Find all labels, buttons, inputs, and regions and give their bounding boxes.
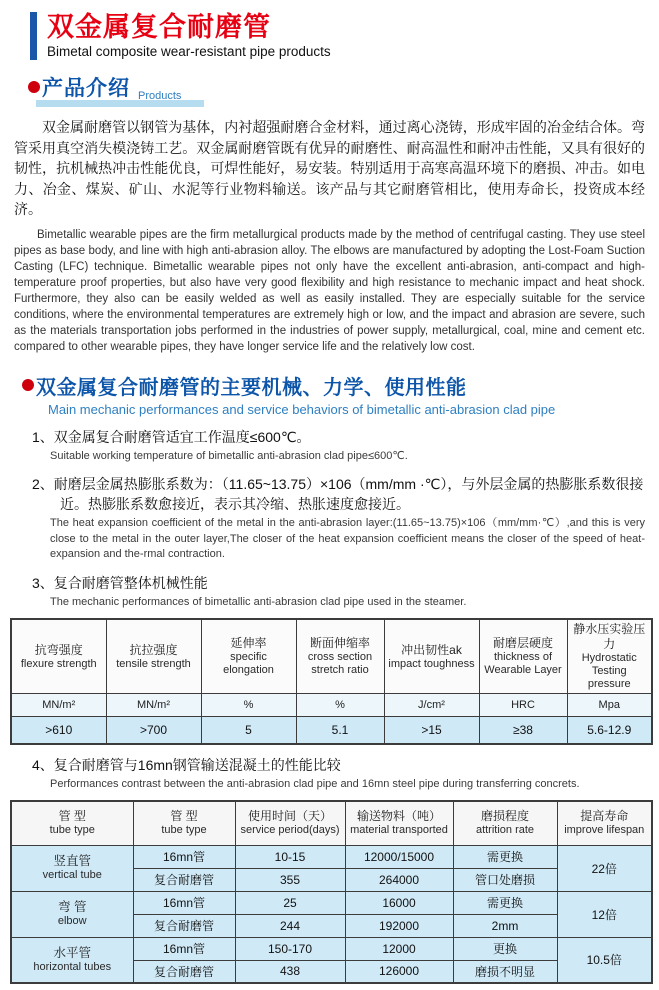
table-cell: 355: [235, 868, 345, 891]
table-cell: >15: [384, 717, 479, 744]
table-cell: >700: [106, 717, 201, 744]
list-item-1: [32, 427, 645, 465]
table-values-row: [11, 717, 652, 744]
table-cell: 需更换: [453, 845, 557, 868]
table-cell: 5: [201, 717, 296, 744]
item2-text-en: The heat expansion coefficient of the metal in the anti-abrasion layer:(11.65~13.75)×106（mm/mm·℃）,and this is very close to the metal in the outer layer,The closer of the heat expansion coefficient means the closer of the speed of heat-expansion and the-rmal contraction.: [50, 517, 645, 560]
table-cell: %: [201, 694, 296, 717]
table-row: [11, 937, 652, 960]
table-header-row: [11, 801, 652, 845]
table-cell: 12000: [345, 937, 453, 960]
table-cell: 5.1: [296, 717, 384, 744]
table-row: [11, 845, 652, 868]
products-heading-en: Products: [138, 90, 182, 102]
item3-text-en: The mechanic performances of bimetallic anti-abrasion clad pipe used in the steamer.: [50, 595, 467, 608]
column-header: 冲出韧性ak impact toughness: [384, 619, 479, 694]
column-header: 磨损程度 attrition rate: [453, 801, 557, 845]
table-cell: 126000: [345, 960, 453, 983]
row-group-label: 水平管 horizontal tubes: [11, 937, 133, 983]
column-header: 断面伸缩率 cross section stretch ratio: [296, 619, 384, 694]
table-header-row: [11, 619, 652, 694]
products-section-heading: [28, 72, 649, 107]
table-cell: 16mn管: [133, 937, 235, 960]
products-heading-cn: 产品介绍: [42, 77, 130, 100]
column-header: 管 型 tube type: [11, 801, 133, 845]
column-header: 使用时间（天） service period(days): [235, 801, 345, 845]
column-header: 提高寿命 improve lifespan: [557, 801, 652, 845]
table-cell: 192000: [345, 914, 453, 937]
table-cell: 16mn管: [133, 891, 235, 914]
list-item-3: [32, 573, 645, 611]
table-cell: 需更换: [453, 891, 557, 914]
column-header: 耐磨层硬度 thickness of Wearable Layer: [479, 619, 567, 694]
lifespan-cell: 22倍: [557, 845, 652, 891]
table-cell: HRC: [479, 694, 567, 717]
table-cell: 12000/15000: [345, 845, 453, 868]
table-cell: >610: [11, 717, 106, 744]
table-cell: 16000: [345, 891, 453, 914]
table-cell: 264000: [345, 868, 453, 891]
item4-text-cn: 4、复合耐磨管与16mn钢管输送混凝土的性能比较: [32, 756, 341, 773]
table-row: [11, 891, 652, 914]
table-cell: 10-15: [235, 845, 345, 868]
performance-section-heading: [22, 371, 649, 417]
column-header: 管 型 tube type: [133, 801, 235, 845]
table-cell: ≥38: [479, 717, 567, 744]
products-paragraph-cn: 双金属耐磨管以钢管为基体，内衬超强耐磨合金材料，通过离心浇铸，形成牢固的冶金结合体。弯管采用真空消失模浇铸工艺。双金属耐磨管既有优异的耐磨性、耐高温性和耐冲击性能，又具有很好的韧性，抗机械热冲击性能优良，可焊性能好，易安装。特别适用于高寒高温环境下的磨损、冲击。如电力、冶金、煤炭、矿山、水泥等行业物料输送。该产品与其它耐磨管相比，使用寿命长，投资成本经济。: [14, 119, 645, 217]
red-bullet-icon: [22, 379, 34, 391]
page-subtitle: Bimetal composite wear-resistant pipe products: [47, 44, 331, 59]
table-cell: 管口处磨损: [453, 868, 557, 891]
table-cell: 复合耐磨管: [133, 914, 235, 937]
table-cell: 磨损不明显: [453, 960, 557, 983]
item3-text-cn: 3、复合耐磨管整体机械性能: [32, 574, 208, 591]
lifespan-cell: 10.5倍: [557, 937, 652, 983]
page-title: 双金属复合耐磨管: [47, 12, 271, 42]
item1-text-en: Suitable working temperature of bimetallic anti-abrasion clad pipe≤600℃.: [50, 449, 408, 462]
row-group-label: 弯 管 elbow: [11, 891, 133, 937]
products-paragraph-en: Bimetallic wearable pipes are the firm metallurgical products made by the method of centrifugal casting. They use steel pipes as base body, and line with high anti-abrasion alloy. The elbows are manufactured by adopting the Lost-Foam Suction Casting (LFC) technique. Bimetallic wearable pipes not only have the excellent anti-abrasion, anti-compact and high-temperature proof properties, but also have very good flexibility and high resistance to mechanic impact and heat shock. Furthermore, they also can be easily welded as well as easily installed. They are especially suitable for the service conditions, where the environmental temperatures are extremely high or low, and the impact and abrasion are severe, such as the materials transportation jobs performed in the industries of power supply, metallurgical, coal, mine and cement etc. compared to other wearable pipes, they have longer service life and the relatively low cost.: [14, 228, 645, 353]
table-cell: 复合耐磨管: [133, 960, 235, 983]
column-header: 抗拉强度 tensile strength: [106, 619, 201, 694]
table-cell: 更换: [453, 937, 557, 960]
table-cell: 16mn管: [133, 845, 235, 868]
performance-heading-cn: 双金属复合耐磨管的主要机械、力学、使用性能: [36, 376, 467, 399]
table-cell: 复合耐磨管: [133, 868, 235, 891]
page-header: [30, 12, 649, 60]
table-cell: 438: [235, 960, 345, 983]
table-cell: %: [296, 694, 384, 717]
comparison-table: [10, 800, 653, 984]
column-header: 延伸率 specific elongation: [201, 619, 296, 694]
table-cell: MN/m²: [11, 694, 106, 717]
column-header: 抗弯强度 flexure strength: [11, 619, 106, 694]
table-cell: 5.6-12.9: [567, 717, 652, 744]
column-header: 静水压实验压力 Hydrostatic Testing pressure: [567, 619, 652, 694]
table-cell: 2mm: [453, 914, 557, 937]
lifespan-cell: 12倍: [557, 891, 652, 937]
table-cell: 244: [235, 914, 345, 937]
list-item-4: [32, 755, 645, 793]
item1-text-cn: 1、双金属复合耐磨管适宜工作温度≤600℃。: [32, 428, 311, 445]
row-group-label: 竖直管 vertical tube: [11, 845, 133, 891]
table-cell: J/cm²: [384, 694, 479, 717]
mechanic-performance-table: [10, 618, 653, 745]
item4-text-en: Performances contrast between the anti-abrasion clad pipe and 16mn steel pipe during transferring concrets.: [50, 777, 580, 790]
item2-text-cn: 2、耐磨层金属热膨胀系数为：（11.65~13.75）×106（mm/mm ·℃），与外层金属的热膨胀系数很接近。热膨胀系数愈接近，表示其冷缩、热胀速度愈接近。: [32, 476, 644, 512]
table-cell: 25: [235, 891, 345, 914]
performance-heading-en: Main mechanic performances and service behaviors of bimetallic anti-abrasion clad pipe: [48, 401, 556, 417]
list-item-2: [32, 474, 645, 563]
table-units-row: [11, 694, 652, 717]
table-cell: 150-170: [235, 937, 345, 960]
table-cell: MN/m²: [106, 694, 201, 717]
red-bullet-icon: [28, 81, 40, 93]
table-cell: Mpa: [567, 694, 652, 717]
column-header: 输送物料（吨） material transported: [345, 801, 453, 845]
